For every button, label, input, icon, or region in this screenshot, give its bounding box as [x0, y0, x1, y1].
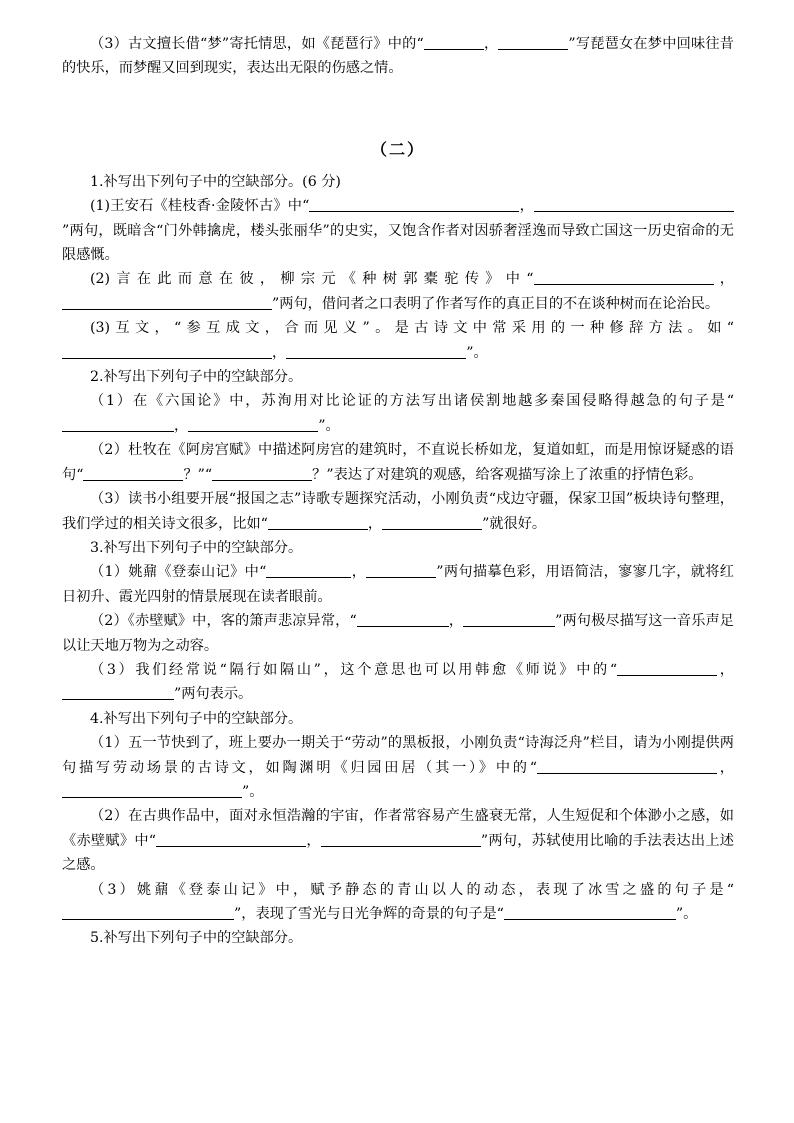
sec1-item-3: （3）古文擅长借“梦”寄托情思，如《琵琶行》中的“ ， ”写琵琶女在梦中回味往昔的快乐，而梦醒又回到现实，表达出无限的伤感之情。: [62, 36, 734, 77]
group2-heading: 2.补写出下列句子中的空缺部分。: [90, 369, 303, 386]
group3-item-3: （3）我们经常说“隔行如隔山”，这个意思也可以用韩愈《师说》中的“ ，”两句表示。: [62, 658, 734, 707]
answer-blank[interactable]: [424, 34, 484, 50]
group1-heading: 1.补写出下列句子中的空缺部分。(6 分): [90, 173, 341, 190]
answer-blank[interactable]: [266, 562, 351, 578]
answer-blank[interactable]: [62, 416, 174, 432]
answer-blank[interactable]: [83, 465, 183, 481]
answer-blank[interactable]: [62, 343, 272, 359]
answer-blank[interactable]: [62, 904, 234, 920]
answer-blank[interactable]: [268, 514, 368, 530]
section-title: （二）: [370, 139, 425, 159]
answer-blank[interactable]: [617, 660, 717, 676]
group4-item-3: （3）姚鼐《登泰山记》中，赋予静态的青山以人的动态，表现了冰雪之盛的句子是“”，表现了雪光与日光争辉的奇景的句子是“ ”。: [62, 878, 734, 927]
answer-blank[interactable]: [498, 34, 568, 50]
document-content: [62, 32, 734, 951]
answer-blank[interactable]: [534, 269, 714, 285]
group2-item-2: （2）杜牧在《阿房宫赋》中描述阿房宫的建筑时，不直说长桥如龙，复道如虹，而是用惊讶疑惑的语句“ ？”“ ？”表达了对建筑的观感，给客观描写涂上了浓重的抒情色彩。: [62, 442, 734, 483]
answer-blank[interactable]: [62, 782, 242, 798]
answer-blank[interactable]: [504, 904, 676, 920]
group5-heading: 5.补写出下列句子中的空缺部分。: [90, 930, 303, 947]
answer-blank[interactable]: [156, 831, 306, 847]
group1-item-3: (3)互文，“参互成文，合而见义”。是古诗文中常采用的一种修辞方法。如“， ”。: [62, 316, 734, 365]
answer-blank[interactable]: [534, 196, 734, 212]
answer-blank[interactable]: [212, 465, 312, 481]
group3-heading: 3.补写出下列句子中的空缺部分。: [90, 539, 303, 556]
group2-item-1: （1）在《六国论》中，苏洵用对比论证的方法写出诸侯割地越多秦国侵略得越急的句子是“， ”。: [62, 389, 734, 438]
answer-blank[interactable]: [321, 831, 481, 847]
group3-item-1: （1）姚鼐《登泰山记》中“ ， ”两句描摹色彩，用语简洁，寥寥几字，就将红日初升、霞光四射的情景展现在读者眼前。: [62, 564, 734, 605]
group1-item-1: (1)王安石《桂枝香·金陵怀古》中“ ，”两句，既暗含“门外韩擒虎，楼头张丽华”的史实，又饱含作者对因骄奢淫逸而导致亡国这一历史宿命的无限感慨。: [62, 198, 734, 264]
answer-blank[interactable]: [357, 611, 449, 627]
group2-item-3: （3）读书小组要开展“报国之志”诗歌专题探究活动，小刚负责“戍边守疆，保家卫国”板块诗句整理，我们学过的相关诗文很多，比如“ ， ”就很好。: [62, 491, 734, 532]
group3-item-2: （2）《赤壁赋》中，客的箫声悲凉异常，“ ， ”两句极尽描写这一音乐声足以让天地万物为之动容。: [62, 613, 734, 654]
group1-item-2: (2)言在此而意在彼，柳宗元《种树郭橐驼传》中“ ，”两句，借问者之口表明了作者写作的真正目的不在谈种树而在论治民。: [62, 267, 734, 316]
answer-blank[interactable]: [382, 514, 482, 530]
group4-item-1: （1）五一节快到了，班上要办一期关于“劳动”的黑板报，小刚负责“诗海泛舟”栏目，请为小刚提供两句描写劳动场景的古诗文，如陶渊明《归园田居（其一）》中的“ ，”。: [62, 735, 734, 800]
answer-blank[interactable]: [366, 562, 436, 578]
answer-blank[interactable]: [463, 611, 555, 627]
answer-blank[interactable]: [62, 684, 174, 700]
answer-blank[interactable]: [188, 416, 318, 432]
answer-blank[interactable]: [309, 196, 519, 212]
group4-heading: 4.补写出下列句子中的空缺部分。: [90, 710, 303, 727]
answer-blank[interactable]: [537, 758, 717, 774]
group4-item-2: （2）在古典作品中，面对永恒浩瀚的宇宙，作者常容易产生盛衰无常，人生短促和个体渺小之感，如《赤壁赋》中“ ， ”两句，苏轼使用比喻的手法表达出上述之感。: [62, 808, 734, 874]
answer-blank[interactable]: [286, 343, 466, 359]
answer-blank[interactable]: [62, 294, 272, 310]
